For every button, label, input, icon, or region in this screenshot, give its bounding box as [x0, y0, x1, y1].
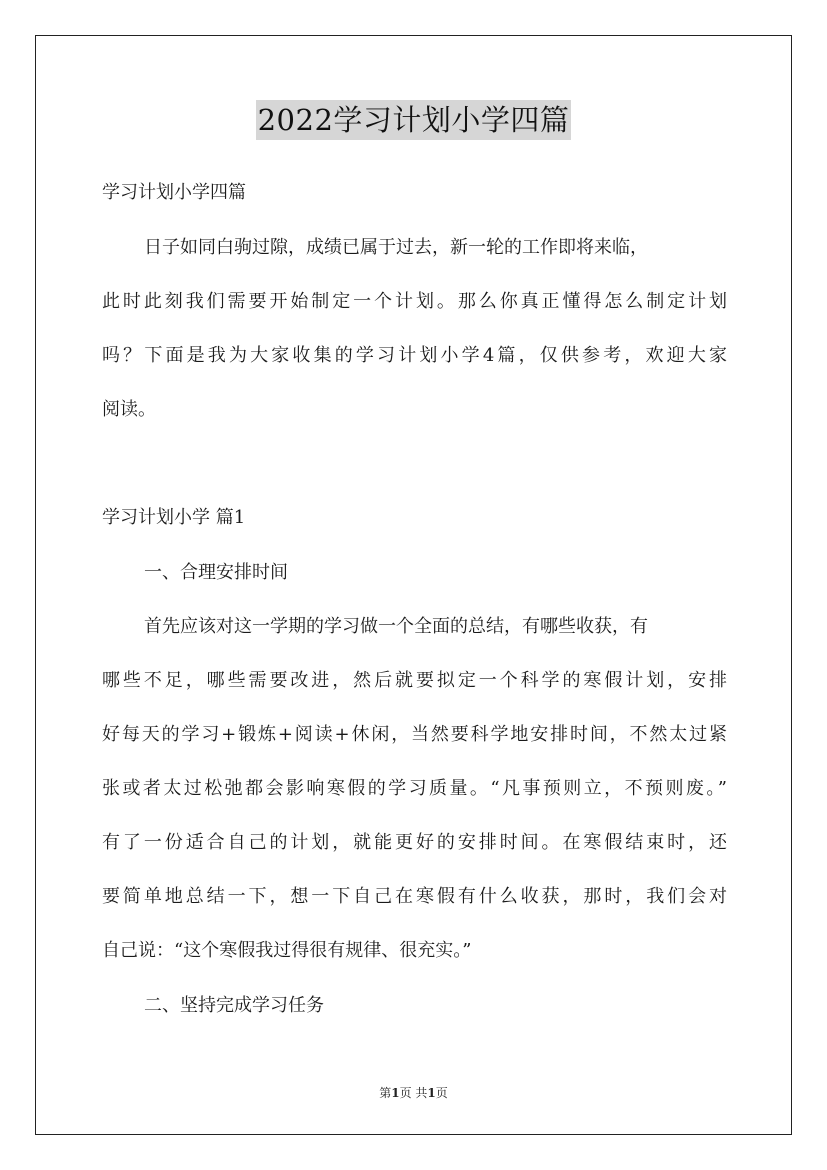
document-subtitle: 学习计划小学四篇	[102, 182, 246, 203]
document-title: 2022学习计划小学四篇	[256, 100, 572, 140]
intro-line-2: 此时此刻我们需要开始制定一个计划。那么你真正懂得怎么制定计划	[102, 291, 727, 312]
footer-suffix: 页	[435, 1086, 448, 1100]
item1-line-5: 有了一份适合自己的计划，就能更好的安排时间。在寒假结束时，还	[102, 832, 727, 853]
intro-line-4: 阅读。	[102, 399, 156, 420]
title-container	[0, 100, 827, 140]
section-heading: 学习计划小学 篇1	[102, 507, 246, 528]
footer-mid: 页 共	[399, 1086, 428, 1100]
item1-heading: 一、合理安排时间	[144, 562, 288, 583]
item1-line-7: 自己说：“这个寒假我过得很有规律、很充实。”	[102, 940, 472, 961]
footer-prefix: 第	[379, 1086, 392, 1100]
footer-page-total: 1	[427, 1086, 436, 1100]
page-footer	[0, 1084, 827, 1101]
intro-line-3: 吗？下面是我为大家收集的学习计划小学4篇，仅供参考，欢迎大家	[102, 345, 727, 366]
item1-line-3: 好每天的学习+锻炼+阅读+休闲，当然要科学地安排时间，不然太过紧	[102, 724, 727, 745]
item2-heading: 二、坚持完成学习任务	[144, 995, 324, 1016]
intro-line-1: 日子如同白驹过隙，成绩已属于过去，新一轮的工作即将来临，	[144, 237, 648, 258]
footer-page-number: 1	[391, 1086, 400, 1100]
item1-line-4: 张或者太过松弛都会影响寒假的学习质量。“凡事预则立，不预则废。”	[102, 778, 727, 799]
item1-line-2: 哪些不足，哪些需要改进，然后就要拟定一个科学的寒假计划，安排	[102, 670, 727, 691]
item1-line-1: 首先应该对这一学期的学习做一个全面的总结，有哪些收获，有	[144, 616, 648, 637]
item1-line-6: 要简单地总结一下，想一下自己在寒假有什么收获，那时，我们会对	[102, 886, 727, 907]
